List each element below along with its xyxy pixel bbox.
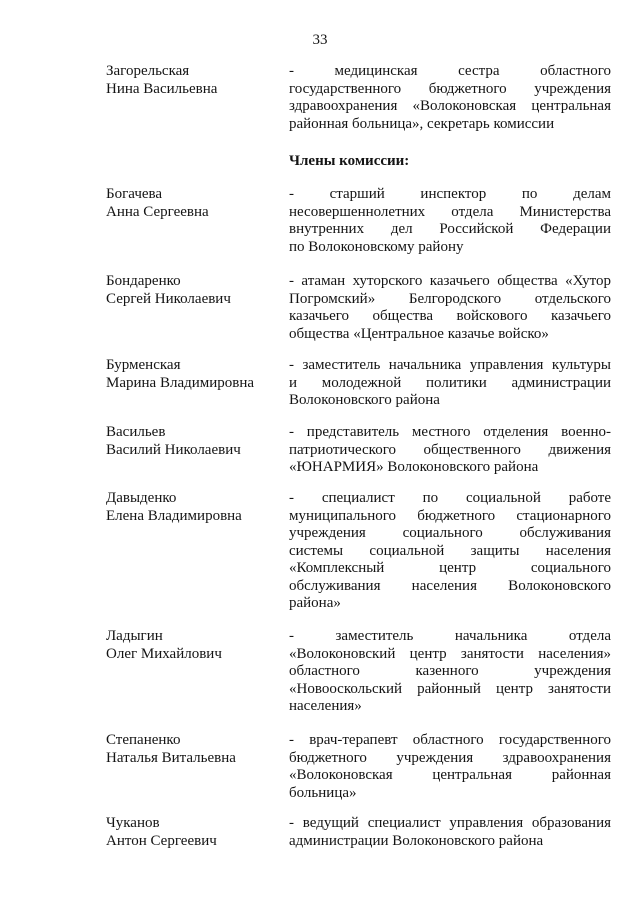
person-name [106,490,286,525]
role-line: - врач-терапевт областного государственного [289,732,611,748]
role-line: учреждения социального обслуживания [289,525,611,541]
given-names: Сергей Николаевич [106,290,231,307]
surname: Бондаренко [106,273,181,289]
role-line: патриотического общественного движения [289,441,611,458]
person-name [106,273,286,308]
given-names: Олег Михайлович [106,645,222,662]
role-line: областного казенного учреждения [289,663,611,679]
role-line: - медицинская сестра областного [289,63,611,79]
role-line: общества «Центральное казачье войско» [289,325,549,342]
person-name [106,628,286,663]
person-name [106,424,286,459]
given-names: Наталья Витальевна [106,749,236,766]
person-name [106,815,286,850]
role-line: администрации Волоконовского района [289,832,544,849]
role-line: районная больница», секретарь комиссии [289,115,555,132]
page-number: 33 [312,32,328,48]
surname: Давыденко [106,490,177,506]
role-line: больница» [289,784,357,801]
surname: Степаненко [106,732,181,748]
person-name [106,63,286,98]
role-line: - атаман хуторского казачьего общества «Хутор [289,273,611,289]
person-role [289,357,611,410]
role-line: Погромский» Белгородского отдельского [289,290,611,307]
given-names: Марина Владимировна [106,374,255,391]
role-line: «Новооскольский районный центр занятости [289,680,611,697]
role-line: системы социальной защиты населения [289,542,611,559]
person-name [106,732,286,767]
role-line: муниципального бюджетного стационарного [289,507,611,524]
role-line: «ЮНАРМИЯ» Волоконовского района [289,459,539,475]
role-line: - ведущий специалист управления образования [289,815,611,831]
role-line: - старший инспектор по делам [289,186,611,202]
role-line: Волоконовского района [289,392,440,408]
members-heading: Члены комиссии: [289,153,410,169]
role-line: населения» [289,698,362,714]
role-line: несовершеннолетних отдела Министерства [289,203,611,220]
person-role [289,490,611,613]
person-name [106,186,286,221]
role-line: здравоохранения «Волоконовская центральная [289,98,611,114]
person-role [289,424,611,477]
given-names: Василий Николаевич [106,441,241,458]
role-line: государственного бюджетного учреждения [289,80,611,97]
surname: Богачева [106,186,163,202]
person-role [289,63,611,133]
surname: Загорельская [106,63,190,79]
person-name [106,357,286,392]
surname: Ладыгин [106,628,163,644]
role-line: - представитель местного отделения военно- [289,424,611,440]
role-line: «Комплексный центр социального [289,560,611,576]
surname: Чуканов [106,815,160,831]
role-line: по Волоконовскому району [289,238,464,255]
role-line: внутренних дел Российской Федерации [289,221,611,237]
role-line: обслуживания населения Волоконовского [289,577,611,594]
surname: Бурменская [106,357,181,373]
role-line: бюджетного учреждения здравоохранения [289,749,611,766]
role-line: «Волоконовская центральная районная [289,767,611,783]
role-line: и молодежной политики администрации [289,374,611,391]
role-line: «Волоконовский центр занятости населения» [289,645,611,662]
person-role [289,815,611,850]
role-line: - специалист по социальной работе [289,490,611,506]
given-names: Анна Сергеевна [106,203,209,220]
given-names: Антон Сергеевич [106,832,217,849]
person-role [289,186,611,256]
role-line: - заместитель начальника управления культуры [289,357,611,373]
surname: Васильев [106,424,166,440]
person-role [289,273,611,343]
given-names: Нина Васильевна [106,80,218,97]
role-line: района» [289,595,341,611]
person-role [289,628,611,716]
person-role [289,732,611,802]
role-line: казачьего общества войскового казачьего [289,308,611,324]
role-line: - заместитель начальника отдела [289,628,611,644]
given-names: Елена Владимировна [106,507,242,524]
